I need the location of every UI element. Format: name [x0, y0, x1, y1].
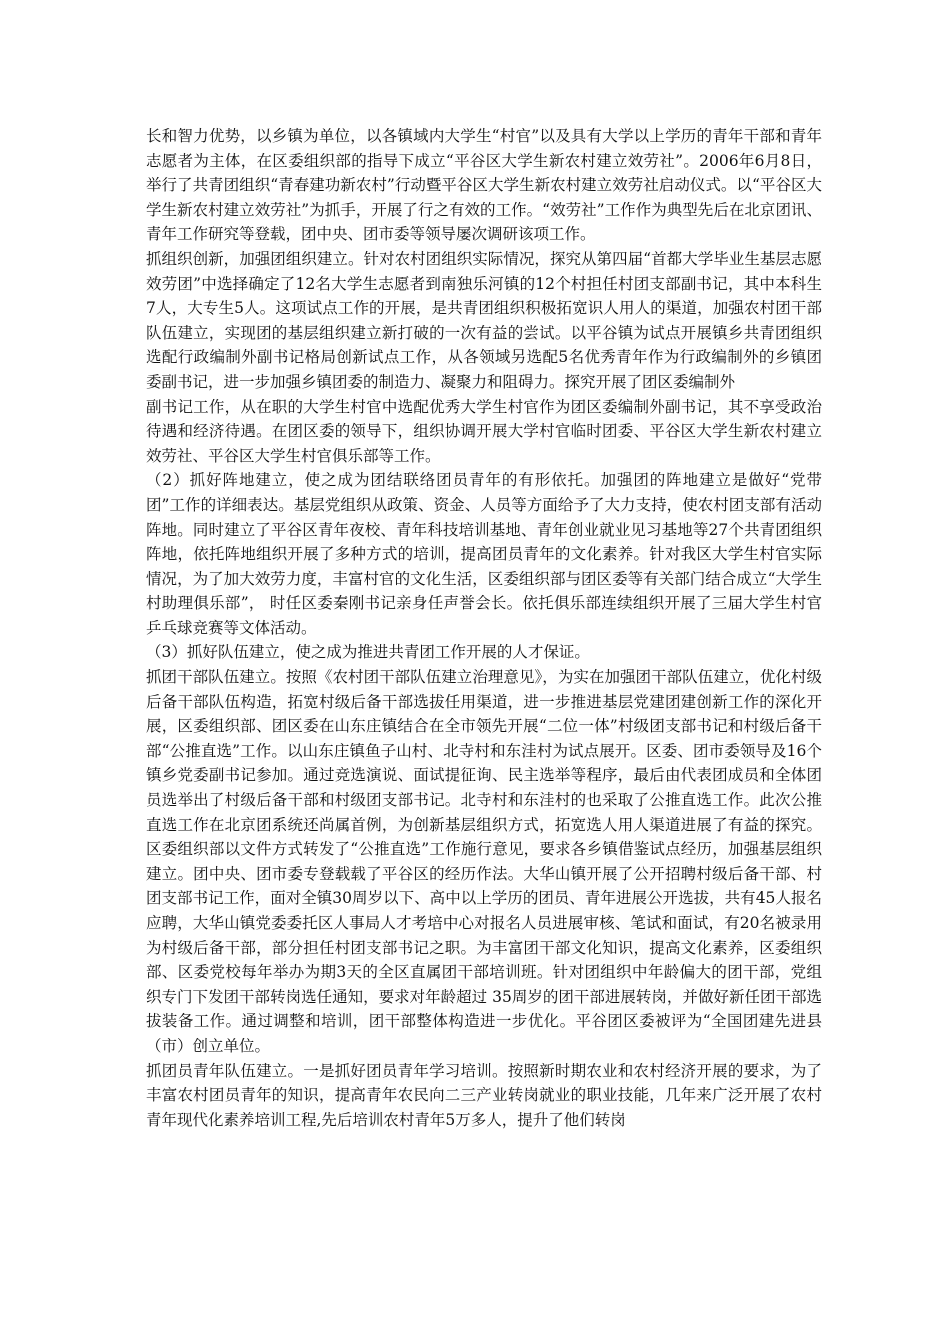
paragraph-7: 抓团员青年队伍建立。一是抓好团员青年学习培训。按照新时期农业和农村经济开展的要求，为了丰富农村团员青年的知识，提高青年农民向二三产业转岗就业的职业技能，几年来广泛开展了农村青年现代化素养培训工程,先后培训农村青年5万多人，提升了他们转岗	[146, 1061, 822, 1129]
paragraph-2: 抓组织创新，加强团组织建立。针对农村团组织实际情况，探究从第四届“首都大学毕业生基层志愿效劳团”中选择确定了12名大学生志愿者到南独乐河镇的12个村担任村团支部副书记，其中本科生7人，大专生5人。这项试点工作的开展，是共青团组织积极拓宽识人用人的渠道，加强农村团干部队伍建立，实现团的基层组织建立新打破的一次有益的尝试。以平谷镇为试点开展镇乡共青团组织选配行政编制外副书记格局创新试点工作，从各领域另选配5名优秀青年作为行政编制外的乡镇团委副书记，进一步加强乡镇团委的制造力、凝聚力和阻碍力。探究开展了团区委编制外	[146, 249, 822, 391]
paragraph-6: 抓团干部队伍建立。按照《农村团干部队伍建立治理意见》，为实在加强团干部队伍建立，优化村级后备干部队伍构造，拓宽村级后备干部选拔任用渠道，进一步推进基层党建团建创新工作的深化开展，区委组织部、团区委在山东庄镇结合在全市领先开展“二位一体”村级团支部书记和村级后备干部“公推直选”工作。以山东庄镇鱼子山村、北寺村和东洼村为试点展开。区委、团市委领导及16个镇乡党委副书记参加。通过竞选演说、面试提征询、民主选举等程序，最后由代表团成员和全体团员选举出了村级后备干部和村级团支部书记。北寺村和东洼村的也采取了公推直选工作。此次公推直选工作在北京团系统还尚属首例，为创新基层组织方式，拓宽选人用人渠道进展了有益的探究。区委组织部以文件方式转发了“公推直选”工作施行意见，要求各乡镇借鉴试点经历，加强基层组织建立。团中央、团市委专登载载了平谷区的经历作法。大华山镇开展了公开招聘村级后备干部、村团支部书记工作，面对全镇30周岁以下、高中以上学历的团员、青年进展公开选拔，共有45人报名应聘，大华山镇党委委托区人事局人才考培中心对报名人员进展审核、笔试和面试，有20名被录用为村级后备干部，部分担任村团支部书记之职。为丰富团干部文化知识，提高文化素养，区委组织部、区委党校每年举办为期3天的全区直属团干部培训班。针对团组织中年龄偏大的团干部，党组织专门下发团干部转岗选任通知，要求对年龄超过 35周岁的团干部进展转岗，并做好新任团干部选拔装备工作。通过调整和培训，团干部整体构造进一步优化。平谷团区委被评为“全国团建先进县（市）创立单位。	[146, 668, 822, 1055]
document-body	[146, 124, 822, 1132]
paragraph-1: 长和智力优势，以乡镇为单位，以各镇域内大学生“村官”以及具有大学以上学历的青年干部和青年志愿者为主体，在区委组织部的指导下成立“平谷区大学生新农村建立效劳社”。2006年6月8日，举行了共青团组织“青春建功新农村”行动暨平谷区大学生新农村建立效劳社启动仪式。以“平谷区大学生新农村建立效劳社”为抓手，开展了行之有效的工作。“效劳社”工作作为典型先后在北京团讯、青年工作研究等登载，团中央、团市委等领导屡次调研该项工作。	[146, 127, 822, 244]
paragraph-3: 副书记工作，从在职的大学生村官中选配优秀大学生村官作为团区委编制外副书记，其不享受政治待遇和经济待遇。在团区委的领导下，组织协调开展大学村官临时团委、平谷区大学生新农村建立效劳社、平谷区大学生村官俱乐部等工作。	[146, 397, 822, 465]
paragraph-4: （2）抓好阵地建立，使之成为团结联络团员青年的有形依托。加强团的阵地建立是做好“党带团”工作的详细表达。基层党组织从政策、资金、人员等方面给予了大力支持，使农村团支部有活动阵地。同时建立了平谷区青年夜校、青年科技培训基地、青年创业就业见习基地等27个共青团组织阵地，依托阵地组织开展了多种方式的培训，提高团员青年的文化素养。针对我区大学生村官实际情况，为了加大效劳力度，丰富村官的文化生活，区委组织部与团区委等有关部门结合成立“大学生村助理俱乐部”， 时任区委秦刚书记亲身任声誉会长。依托俱乐部连续组织开展了三届大学生村官乒乓球竞赛等文体活动。	[146, 471, 822, 637]
paragraph-5: （3）抓好队伍建立，使之成为推进共青团工作开展的人才保证。	[146, 643, 590, 662]
